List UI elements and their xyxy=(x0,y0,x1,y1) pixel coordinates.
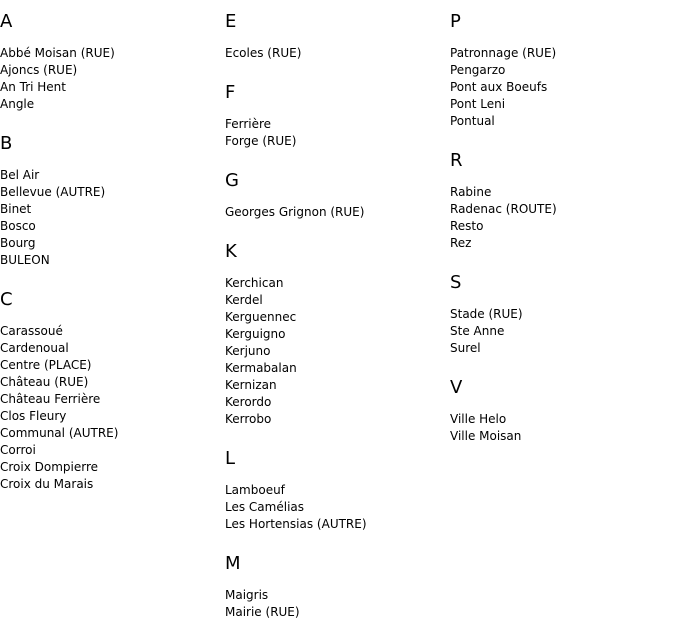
letter-group xyxy=(225,169,445,221)
street-link[interactable]: Kernizan xyxy=(225,378,277,392)
street-link[interactable]: Kerdel xyxy=(225,293,263,307)
street-link[interactable]: Pengarzo xyxy=(450,63,506,77)
letter-heading: M xyxy=(225,553,241,574)
street-link[interactable]: Pont Leni xyxy=(450,97,506,111)
street-link[interactable]: Rez xyxy=(450,236,472,250)
street-link[interactable]: Pont aux Boeufs xyxy=(450,80,548,94)
street-link[interactable]: Resto xyxy=(450,219,484,233)
index-column xyxy=(450,10,670,445)
street-link[interactable]: BULEON xyxy=(0,253,50,267)
letter-heading: B xyxy=(0,133,13,154)
letter-heading: R xyxy=(450,150,463,171)
street-link[interactable]: Kerchican xyxy=(225,276,284,290)
letter-heading: E xyxy=(225,11,237,32)
letter-group xyxy=(0,10,220,113)
street-link[interactable]: Kerordo xyxy=(225,395,272,409)
street-link[interactable]: Bosco xyxy=(0,219,36,233)
street-link[interactable]: An Tri Hent xyxy=(0,80,66,94)
street-link[interactable]: Château Ferrière xyxy=(0,392,101,406)
street-link[interactable]: Ville Moisan xyxy=(450,429,522,443)
letter-group xyxy=(0,288,220,493)
street-link[interactable]: Clos Fleury xyxy=(0,409,67,423)
letter-heading: F xyxy=(225,82,236,103)
street-link[interactable]: Bellevue (AUTRE) xyxy=(0,185,106,199)
street-link[interactable]: Ajoncs (RUE) xyxy=(0,63,78,77)
street-link[interactable]: Ville Helo xyxy=(450,412,507,426)
street-link[interactable]: Kerguennec xyxy=(225,310,297,324)
street-link[interactable]: Kerjuno xyxy=(225,344,271,358)
letter-group xyxy=(225,552,445,621)
letter-group xyxy=(225,447,445,533)
street-link[interactable]: Lamboeuf xyxy=(225,483,285,497)
street-link[interactable]: Communal (AUTRE) xyxy=(0,426,119,440)
letter-heading: V xyxy=(450,377,463,398)
street-link[interactable]: Ecoles (RUE) xyxy=(225,46,302,60)
street-link[interactable]: Ste Anne xyxy=(450,324,505,338)
street-link[interactable]: Georges Grignon (RUE) xyxy=(225,205,365,219)
letter-group xyxy=(225,240,445,428)
letter-heading: K xyxy=(225,241,237,262)
street-link[interactable]: Patronnage (RUE) xyxy=(450,46,557,60)
letter-group xyxy=(225,10,445,62)
street-link[interactable]: Mairie (RUE) xyxy=(225,605,300,619)
street-link[interactable]: Bel Air xyxy=(0,168,40,182)
street-link[interactable]: Angle xyxy=(0,97,35,111)
street-link[interactable]: Rabine xyxy=(450,185,492,199)
street-link[interactable]: Surel xyxy=(450,341,481,355)
street-link[interactable]: Radenac (ROUTE) xyxy=(450,202,557,216)
street-link[interactable]: Binet xyxy=(0,202,32,216)
street-link[interactable]: Kerguigno xyxy=(225,327,286,341)
letter-group xyxy=(450,376,670,445)
street-link[interactable]: Stade (RUE) xyxy=(450,307,523,321)
street-link[interactable]: Château (RUE) xyxy=(0,375,89,389)
street-link[interactable]: Pontual xyxy=(450,114,495,128)
letter-heading: P xyxy=(450,11,461,32)
letter-heading: A xyxy=(0,11,13,32)
street-link[interactable]: Centre (PLACE) xyxy=(0,358,92,372)
street-link[interactable]: Corroi xyxy=(0,443,36,457)
street-link[interactable]: Kerrobo xyxy=(225,412,272,426)
street-link[interactable]: Carassoué xyxy=(0,324,63,338)
letter-heading: C xyxy=(0,289,13,310)
street-link[interactable]: Bourg xyxy=(0,236,36,250)
street-link[interactable]: Croix Dompierre xyxy=(0,460,99,474)
street-link[interactable]: Cardenoual xyxy=(0,341,69,355)
index-column xyxy=(0,10,220,493)
letter-group xyxy=(450,10,670,130)
street-link[interactable]: Kermabalan xyxy=(225,361,297,375)
street-link[interactable]: Ferrière xyxy=(225,117,272,131)
letter-group xyxy=(450,271,670,357)
letter-heading: L xyxy=(225,448,236,469)
letter-heading: S xyxy=(450,272,462,293)
letter-group xyxy=(450,149,670,252)
street-link[interactable]: Croix du Marais xyxy=(0,477,94,491)
letter-heading: G xyxy=(225,170,239,191)
street-link[interactable]: Maigris xyxy=(225,588,269,602)
street-link[interactable]: Abbé Moisan (RUE) xyxy=(0,46,115,60)
letter-group xyxy=(0,132,220,269)
street-link[interactable]: Forge (RUE) xyxy=(225,134,297,148)
street-link[interactable]: Les Camélias xyxy=(225,500,305,514)
street-link[interactable]: Les Hortensias (AUTRE) xyxy=(225,517,367,531)
letter-group xyxy=(225,81,445,150)
index-column xyxy=(225,10,445,621)
